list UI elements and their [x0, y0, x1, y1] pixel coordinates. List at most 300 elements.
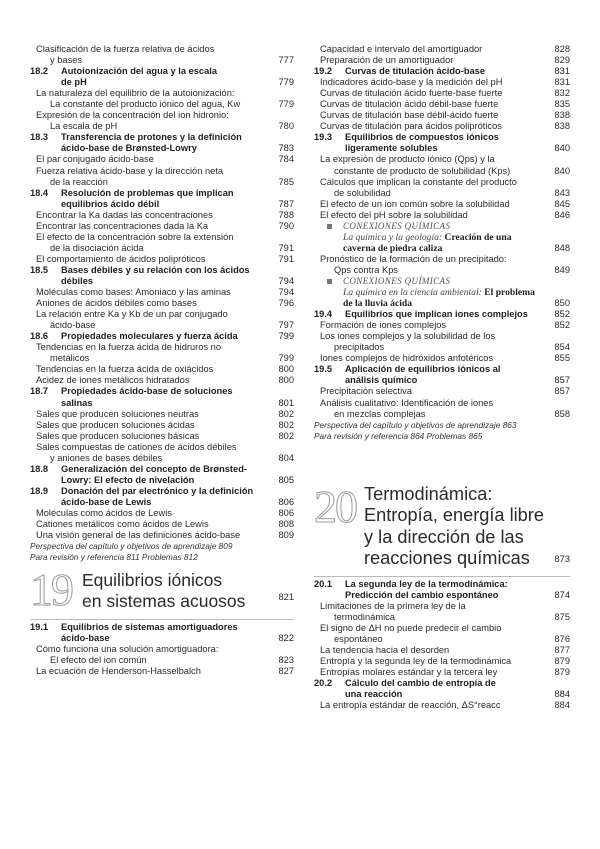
- toc-entry: [30, 210, 294, 221]
- entry-title: Cationes metálicos como ácidos de Lewis: [36, 519, 209, 530]
- toc-entry: [314, 342, 570, 353]
- entry-title: Donación del par electrónico y la definición: [61, 485, 254, 496]
- page-number: 840: [554, 143, 570, 154]
- entry-title: Preparación de un amortiguador: [320, 55, 454, 66]
- entry-title: Curvas de titulación base débil-ácido fuerte: [320, 110, 499, 121]
- entry-title: Aplicación de equilibrios iónicos al: [345, 364, 501, 375]
- page-number: 808: [278, 519, 294, 530]
- page-number: 848: [554, 242, 570, 253]
- section-heading: [314, 579, 570, 590]
- entry-title: Formación de iones complejos: [320, 320, 447, 331]
- entry-title: Moléculas como bases: Amoniaco y las aminas: [36, 287, 231, 298]
- toc-entry: [314, 331, 570, 342]
- entry-title: Pronóstico de la formación de un precipitado:: [320, 253, 507, 264]
- page-number: 790: [278, 220, 294, 231]
- chapter-page: 873: [554, 553, 570, 564]
- toc-entry: [314, 667, 570, 678]
- page-number: 850: [554, 298, 570, 309]
- entry-title: constante de producto de solubilidad (Kps): [334, 165, 511, 176]
- page-number: 777: [278, 55, 294, 66]
- entry-title: salinas: [61, 397, 93, 408]
- entry-title: Entropías molares estándar y la tercera ley: [320, 667, 498, 678]
- entry-title: Curvas de titulación ácido débil-base fuerte: [320, 99, 499, 110]
- page-number: 875: [554, 611, 570, 622]
- entry-title-bold: Creación de una: [442, 231, 512, 243]
- page-number: 806: [278, 507, 294, 518]
- page-number: 832: [554, 88, 570, 99]
- page-number: 809: [278, 530, 294, 541]
- entry-title: La relación entre Ka y Kb de un par conjugado: [36, 309, 228, 320]
- toc-entry: [30, 530, 294, 541]
- entry-title: Expresión de la concentración del ion hidronio:: [36, 110, 229, 121]
- section-heading: [314, 66, 570, 77]
- page-number: 879: [554, 667, 570, 678]
- toc-entry: [30, 409, 294, 420]
- divider: [30, 619, 294, 620]
- section-number: 19.3: [314, 132, 333, 143]
- entry-title: Fuerza relativa ácido-base y la dirección neta: [36, 165, 224, 176]
- toc-entry: [314, 188, 570, 199]
- entry-title: Iones complejos de hidróxidos anfotéricos: [320, 353, 494, 364]
- toc-entry: [30, 431, 294, 442]
- section-heading-cont: [30, 633, 294, 644]
- page-number: 855: [554, 353, 570, 364]
- page-number: 877: [554, 644, 570, 655]
- entry-title: Bases débiles y su relación con los ácidos: [61, 264, 250, 275]
- page-number: 788: [278, 209, 294, 220]
- page-number: 822: [278, 633, 294, 644]
- section-heading: [314, 132, 570, 143]
- entry-title: Para revisión y referencia 811 Problemas 812: [30, 552, 198, 563]
- section-heading-cont: [30, 475, 294, 486]
- toc-entry: [30, 655, 294, 666]
- toc-entry: [30, 342, 294, 353]
- section-number: 19.4: [314, 309, 333, 320]
- entry-title: Los iones complejos y la solubilidad de los: [320, 331, 496, 342]
- toc-entry: [314, 601, 570, 612]
- entry-title: La constante del producto iónico del agua, Kw: [50, 99, 241, 110]
- section-heading: [314, 364, 570, 375]
- entry-title: ligeramente solubles: [345, 143, 438, 154]
- page-number: 779: [278, 77, 294, 88]
- toc-entry: [30, 232, 294, 243]
- entry-title: Generalización del concepto de Brønsted-: [61, 463, 247, 474]
- section-heading-cont: [314, 590, 570, 601]
- section-number: 18.7: [30, 386, 49, 397]
- entry-title: ácido-base de Lewis: [61, 496, 152, 507]
- toc-entry: [314, 634, 570, 645]
- entry-title: El signo de ΔH no puede predecir el cambio: [320, 622, 502, 633]
- entry-title: Análisis cualitativo: Identificación de iones: [320, 397, 494, 408]
- toc-entry: [314, 353, 570, 364]
- section-heading-cont: [30, 497, 294, 508]
- entry-title: Acidez de iones metálicos hidratados: [36, 375, 190, 386]
- section-heading-cont: [30, 398, 294, 409]
- entry-title: de pH: [61, 77, 87, 88]
- entry-title: Curvas de titulación para ácidos polipróticos: [320, 121, 502, 132]
- entry-title: [343, 232, 512, 243]
- toc-entry: [314, 110, 570, 121]
- page-number: 800: [278, 364, 294, 375]
- page-number: 802: [278, 408, 294, 419]
- left-column: [30, 44, 294, 677]
- toc-entry: [314, 386, 570, 397]
- conexiones-entry: [314, 298, 570, 309]
- entry-title: Qps contra Kps: [334, 264, 399, 275]
- page-number: 806: [278, 496, 294, 507]
- toc-entry: [30, 154, 294, 165]
- entry-title: La tendencia hacia el desorden: [320, 644, 450, 655]
- toc-entry: [30, 508, 294, 519]
- page-number: 805: [278, 474, 294, 485]
- square-bullet-icon: [327, 279, 332, 284]
- toc-entry: [314, 166, 570, 177]
- entry-title: Equilibrios de compuestos iónicos: [345, 132, 499, 143]
- section-heading-cont: [30, 77, 294, 88]
- page-number: 796: [278, 298, 294, 309]
- entry-title: análisis químico: [345, 375, 418, 386]
- entry-title: caverna de piedra caliza: [343, 242, 443, 254]
- entry-title: termodinámica: [334, 611, 395, 622]
- toc-entry: [314, 177, 570, 188]
- entry-title: de solubilidad: [334, 187, 391, 198]
- section-heading: [30, 265, 294, 276]
- toc-entry: [30, 177, 294, 188]
- chapter-end-matter: [314, 420, 570, 431]
- page-number: 835: [554, 99, 570, 110]
- section-number: 18.8: [30, 463, 49, 474]
- toc-entry: [30, 309, 294, 320]
- toc-entry: [30, 221, 294, 232]
- toc-entry: [30, 88, 294, 99]
- toc-entry: [314, 55, 570, 66]
- entry-title: Clasificación de la fuerza relativa de ácidos: [36, 44, 215, 54]
- page-number: 854: [554, 342, 570, 353]
- entry-title: Cálculo del cambio de entropía de: [345, 678, 496, 689]
- section-number: 19.5: [314, 364, 333, 375]
- toc-entry: [314, 77, 570, 88]
- page-number: 857: [554, 375, 570, 386]
- entry-title: ácido-base: [61, 633, 110, 644]
- section-number: 18.3: [30, 132, 49, 143]
- page-number: 799: [278, 353, 294, 364]
- entry-title: El efecto de un ion común sobre la solubilidad: [320, 198, 510, 209]
- entry-title: Una visión general de las definiciones ácido-base: [36, 530, 241, 541]
- entry-title: Para revisión y referencia 864 Problemas 865: [314, 430, 483, 441]
- page-number: 852: [554, 309, 570, 320]
- section-heading-cont: [314, 143, 570, 154]
- entry-title: Perspectiva del capítulo y objetivos de aprendizaje 809: [30, 541, 233, 552]
- entry-title: Autoionización del agua y la escala: [61, 66, 218, 77]
- entry-title: ácido-base: [50, 320, 96, 331]
- section-heading: [30, 188, 294, 199]
- entry-title: La naturaleza del equilibrio de la autoionización:: [36, 88, 235, 99]
- page-number: 879: [554, 656, 570, 667]
- entry-title: La segunda ley de la termodinámica:: [345, 578, 508, 589]
- page-number: 849: [554, 264, 570, 275]
- toc-entry: [30, 110, 294, 121]
- page-number: 785: [278, 176, 294, 187]
- toc-entry: [314, 210, 570, 221]
- conexiones-entry: [314, 243, 570, 254]
- section-heading: [30, 486, 294, 497]
- entry-title: débiles: [61, 275, 94, 286]
- page-number: 802: [278, 419, 294, 430]
- toc-entry: [314, 398, 570, 409]
- toc-entry: [30, 243, 294, 254]
- page-number: 791: [278, 242, 294, 253]
- entry-topic: La química en la ciencia ambiental:: [343, 287, 482, 299]
- toc-entry: [314, 254, 570, 265]
- entry-title: ácido-base de Brønsted-Lowry: [61, 143, 197, 154]
- page-number: 804: [278, 452, 294, 463]
- chapter-page: 821: [278, 592, 294, 603]
- entry-title: Indicadores ácido-base y la medición del pH: [320, 77, 503, 88]
- entry-title: de la lluvia ácida: [343, 298, 413, 310]
- chapter-19-heading: [30, 564, 294, 617]
- entry-title: Cómo funciona una solución amortiguadora:: [36, 644, 219, 655]
- entry-title: metálicos: [50, 353, 90, 364]
- toc-entry: [314, 656, 570, 667]
- chapter-number: 20: [314, 480, 356, 532]
- section-heading: [30, 622, 294, 633]
- toc-entry: [30, 287, 294, 298]
- page-number: 831: [554, 77, 570, 88]
- toc-entry: [30, 44, 294, 55]
- toc-entry: [314, 409, 570, 420]
- entry-title: Transferencia de protones y la definición: [61, 132, 242, 143]
- toc-entry: [314, 612, 570, 623]
- entry-title: El efecto del ion común: [50, 655, 147, 666]
- section-heading: [314, 678, 570, 689]
- entry-title: precipitados: [334, 342, 385, 353]
- conexiones-label: [314, 276, 570, 287]
- entry-title: equilibrios ácido débil: [61, 198, 160, 209]
- conexiones-entry: [314, 287, 570, 298]
- entry-title: La entropía estándar de reacción, ΔS°reacc: [320, 700, 501, 711]
- entry-title: Lowry: El efecto de nivelación: [61, 474, 195, 485]
- page-number: 787: [278, 198, 294, 209]
- entry-title: Propiedades ácido-base de soluciones: [61, 386, 233, 397]
- section-heading-cont: [30, 143, 294, 154]
- chapter-end-matter: [314, 431, 570, 442]
- section-number: 20.1: [314, 578, 333, 589]
- toc-list-chapter-19-cont: [314, 44, 570, 442]
- entry-title: Tendencias en la fuerza ácida de hidruros no: [36, 342, 222, 353]
- toc-entry: [314, 199, 570, 210]
- entry-title: en mezclas complejas: [334, 408, 426, 419]
- page-number: 884: [554, 700, 570, 711]
- toc-entry: [314, 645, 570, 656]
- entry-title: CONEXIONES QUÍMICAS: [343, 220, 451, 231]
- page-number: 794: [278, 287, 294, 298]
- toc-entry: [30, 121, 294, 132]
- page-number: 845: [554, 198, 570, 209]
- toc-entry: [314, 88, 570, 99]
- entry-title: Encontrar las concentraciones dada la Ka: [36, 220, 209, 231]
- entry-title: espontáneo: [334, 633, 383, 644]
- entry-title: Sales que producen soluciones básicas: [36, 430, 200, 441]
- entry-title: Perspectiva del capítulo y objetivos de aprendizaje 863: [314, 419, 517, 430]
- page-number: 858: [554, 408, 570, 419]
- page-number: 829: [554, 55, 570, 66]
- entry-title: El comportamiento de ácidos polipróticos: [36, 253, 206, 264]
- section-number: 18.4: [30, 187, 49, 198]
- section-number: 18.5: [30, 264, 49, 275]
- page-number: 823: [278, 655, 294, 666]
- toc-entry: [314, 320, 570, 331]
- toc-list-chapter-20: [314, 579, 570, 712]
- toc-entry: [314, 44, 570, 55]
- chapter-end-matter: [30, 552, 294, 563]
- page-number: 794: [278, 275, 294, 286]
- entry-title: CONEXIONES QUÍMICAS: [343, 275, 451, 286]
- toc-entry: [30, 99, 294, 110]
- toc-entry: [30, 420, 294, 431]
- page-number: 801: [278, 397, 294, 408]
- chapter-20-heading: [314, 482, 570, 570]
- page-number: 780: [278, 121, 294, 132]
- page-number: 800: [278, 375, 294, 386]
- entry-title: La escala de pH: [50, 121, 118, 132]
- toc-entry: [30, 644, 294, 655]
- toc-list-chapter-19: [30, 622, 294, 677]
- page-number: 791: [278, 253, 294, 264]
- section-number: 19.1: [30, 622, 49, 633]
- entry-title: Encontrar la Ka dadas las concentraciones: [36, 209, 213, 220]
- entry-title: Entropía y la segunda ley de la termodinámica: [320, 656, 512, 667]
- page-number: 799: [278, 331, 294, 342]
- toc-entry: [314, 121, 570, 132]
- section-heading: [30, 132, 294, 143]
- chapter-number: 19: [30, 564, 72, 616]
- toc-entry: [30, 442, 294, 453]
- entry-title: Capacidad e intervalo del amortiguador: [320, 44, 483, 54]
- toc-entry: [30, 453, 294, 464]
- entry-title: Sales que producen soluciones neutras: [36, 408, 199, 419]
- chapter-title: Termodinámica: Entropía, energía libre y la dirección de las reacciones químicas: [364, 483, 544, 569]
- page-number: 802: [278, 430, 294, 441]
- toc-entry: [314, 700, 570, 711]
- page-number: 831: [554, 66, 570, 77]
- page-number: 838: [554, 121, 570, 132]
- toc-entry: [314, 99, 570, 110]
- entry-title: La ecuación de Henderson-Hasselbalch: [36, 666, 201, 677]
- page-number: 843: [554, 187, 570, 198]
- section-heading: [30, 464, 294, 475]
- entry-title: Curvas de titulación ácido-base: [345, 66, 486, 77]
- toc-entry: [314, 154, 570, 165]
- entry-title: Moléculas como ácidos de Lewis: [36, 507, 172, 518]
- toc-entry: [30, 254, 294, 265]
- entry-title: Limitaciones de la primera ley de la: [320, 600, 466, 611]
- page-number: 840: [554, 165, 570, 176]
- toc-entry: [30, 364, 294, 375]
- entry-title: Aniones de ácidos débiles como bases: [36, 298, 197, 309]
- section-heading: [30, 66, 294, 77]
- toc-entry: [30, 353, 294, 364]
- toc-entry: [30, 55, 294, 66]
- chapter-title: Equilibrios iónicos en sistemas acuosos: [82, 570, 246, 611]
- entry-title: Equilibrios que implican iones complejos: [345, 309, 528, 320]
- section-heading: [30, 331, 294, 342]
- entry-title: Tendencias en la fuerza ácida de oxiácidos: [36, 364, 214, 375]
- page-number: 783: [278, 143, 294, 154]
- toc-entry: [30, 166, 294, 177]
- entry-title: y bases: [50, 55, 83, 66]
- page-number: 857: [554, 386, 570, 397]
- right-column: [314, 44, 570, 711]
- toc-entry: [30, 375, 294, 386]
- entry-title: de la reacción: [50, 176, 108, 187]
- chapter-end-matter: [30, 541, 294, 552]
- entry-title-bold: El problema: [481, 287, 535, 299]
- page-number: 797: [278, 320, 294, 331]
- toc-entry: [314, 623, 570, 634]
- entry-title: Sales que producen soluciones ácidas: [36, 419, 195, 430]
- page-number: 838: [554, 110, 570, 121]
- section-heading-cont: [314, 375, 570, 386]
- section-heading: [30, 386, 294, 397]
- page-number: 784: [278, 154, 294, 165]
- section-heading: [314, 309, 570, 320]
- section-heading-cont: [30, 276, 294, 287]
- toc-entry: [30, 519, 294, 530]
- square-bullet-icon: [327, 224, 332, 229]
- conexiones-label: [314, 221, 570, 232]
- page-number: 828: [554, 44, 570, 54]
- entry-title: Sales compuestas de cationes de ácidos débiles: [36, 441, 237, 452]
- section-number: 18.6: [30, 331, 49, 342]
- entry-title: Equilibrios de sistemas amortiguadores: [61, 622, 238, 633]
- entry-title: El efecto de la concentración sobre la extensión: [36, 231, 234, 242]
- entry-title: El par conjugado ácido-base: [36, 154, 154, 165]
- section-heading-cont: [314, 689, 570, 700]
- page-number: 874: [554, 589, 570, 600]
- entry-title: [343, 287, 535, 298]
- entry-title: Curvas de titulación ácido fuerte-base fuerte: [320, 88, 503, 99]
- entry-title: Predicción del cambio espontáneo: [345, 589, 499, 600]
- section-number: 19.2: [314, 66, 333, 77]
- entry-title: Cálculos que implican la constante del producto: [320, 176, 517, 187]
- entry-title: de la disociación ácida: [50, 242, 144, 253]
- conexiones-entry: [314, 232, 570, 243]
- entry-title: El efecto del pH sobre la solubilidad: [320, 209, 468, 220]
- page-number: 779: [278, 99, 294, 110]
- section-number: 20.2: [314, 678, 333, 689]
- entry-title: La expresión de producto iónico (Qps) y la: [320, 154, 495, 165]
- toc-entry: [30, 320, 294, 331]
- entry-title: Precipitación selectiva: [320, 386, 412, 397]
- toc-entry: [30, 666, 294, 677]
- entry-title: Resolución de problemas que implican: [61, 187, 234, 198]
- toc-entry: [314, 265, 570, 276]
- page-number: 884: [554, 689, 570, 700]
- entry-topic: La química y la geología:: [343, 231, 443, 243]
- toc-list-chapter-18: [30, 44, 294, 563]
- divider: [314, 576, 570, 577]
- entry-title: y aniones de bases débiles: [50, 452, 163, 463]
- page-number: 827: [278, 666, 294, 677]
- section-number: 18.2: [30, 66, 49, 77]
- section-heading-cont: [30, 199, 294, 210]
- page-number: 846: [554, 209, 570, 220]
- section-number: 18.9: [30, 485, 49, 496]
- entry-title: una reacción: [345, 689, 403, 700]
- entry-title: Propiedades moleculares y fuerza ácida: [61, 331, 238, 342]
- page-number: 852: [554, 320, 570, 331]
- toc-entry: [30, 298, 294, 309]
